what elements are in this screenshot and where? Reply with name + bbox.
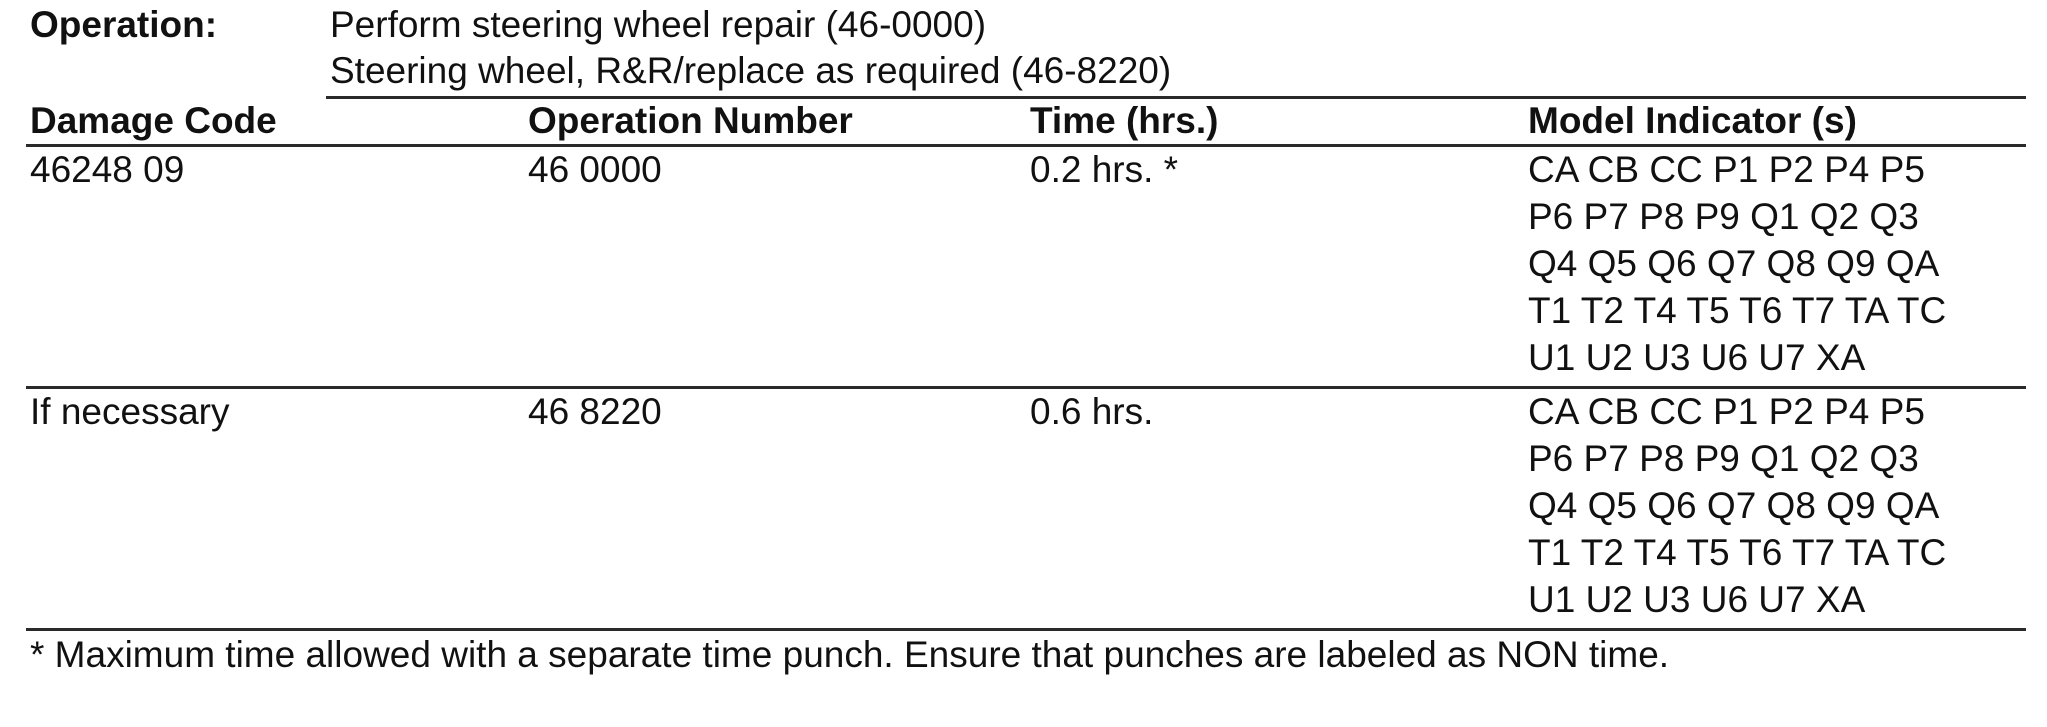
- operation-label: Operation:: [30, 4, 218, 45]
- row-2-model-line: CA CB CC P1 P2 P4 P5: [1528, 391, 1925, 432]
- row-2-operation-number: 46 8220: [528, 391, 662, 432]
- table-bottom-rule: [26, 628, 2026, 631]
- row-1-operation-number: 46 0000: [528, 149, 662, 190]
- row-1-model-line: P6 P7 P8 P9 Q1 Q2 Q3: [1528, 196, 1919, 237]
- header-time: Time (hrs.): [1030, 100, 1219, 141]
- row-1-model-indicators: [1528, 146, 1946, 381]
- footnote: * Maximum time allowed with a separate time punch. Ensure that punches are labeled as NON time.: [30, 634, 1670, 675]
- row-2-damage-code: If necessary: [30, 391, 230, 432]
- header-operation-number: Operation Number: [528, 100, 853, 141]
- row-2-time: 0.6 hrs.: [1030, 391, 1154, 432]
- row-1-model-line: U1 U2 U3 U6 U7 XA: [1528, 337, 1866, 378]
- header-model-indicator: Model Indicator (s): [1528, 100, 1857, 141]
- row-1-time: 0.2 hrs. *: [1030, 149, 1179, 190]
- row-2-model-indicators: [1528, 388, 1946, 623]
- header-damage-code: Damage Code: [30, 100, 277, 141]
- operation-line-2: Steering wheel, R&R/replace as required (46-8220): [330, 50, 1172, 91]
- row-2-model-line: Q4 Q5 Q6 Q7 Q8 Q9 QA: [1528, 485, 1940, 526]
- row-1-model-line: CA CB CC P1 P2 P4 P5: [1528, 149, 1925, 190]
- row-1-model-line: Q4 Q5 Q6 Q7 Q8 Q9 QA: [1528, 243, 1940, 284]
- row-2-model-line: U1 U2 U3 U6 U7 XA: [1528, 579, 1866, 620]
- row-2-model-line: T1 T2 T4 T5 T6 T7 TA TC: [1528, 532, 1947, 573]
- row-1-damage-code: 46248 09: [30, 149, 185, 190]
- row-1-model-line: T1 T2 T4 T5 T6 T7 TA TC: [1528, 290, 1947, 331]
- operation-line-1: Perform steering wheel repair (46-0000): [330, 4, 987, 45]
- row-2-model-line: P6 P7 P8 P9 Q1 Q2 Q3: [1528, 438, 1919, 479]
